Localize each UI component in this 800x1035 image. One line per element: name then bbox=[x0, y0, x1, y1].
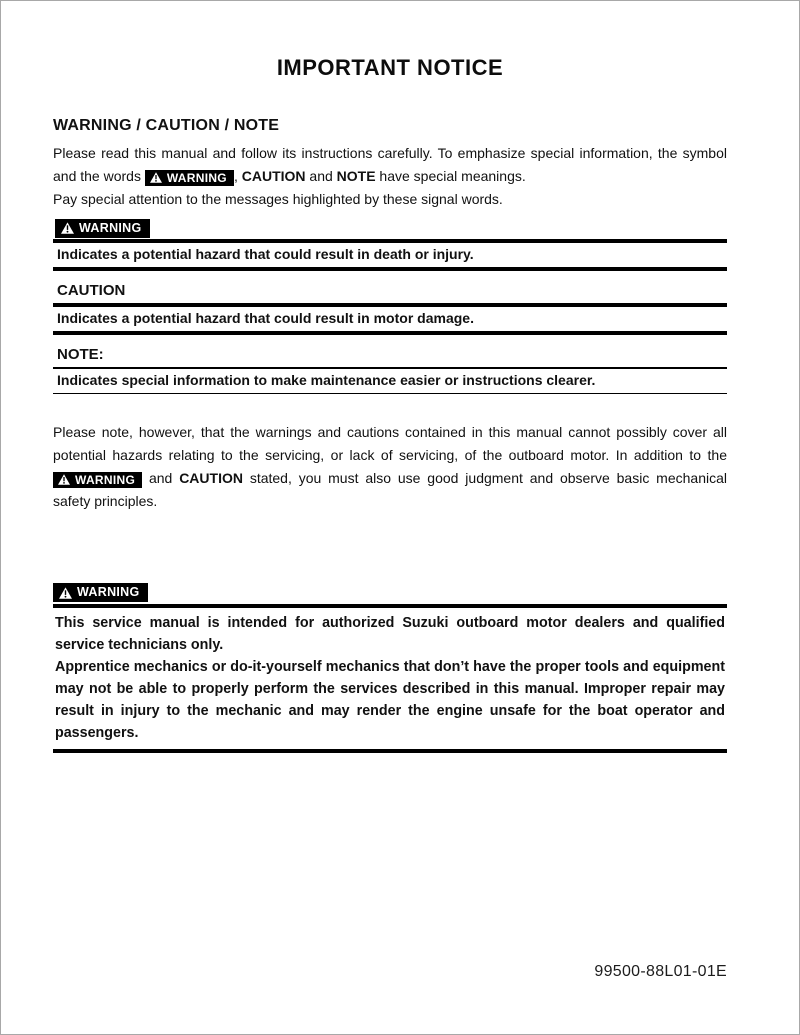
divider-rule-thin bbox=[53, 393, 727, 395]
dealer-warning-block bbox=[53, 583, 727, 752]
divider-rule-thick bbox=[53, 267, 727, 271]
warning-triangle-icon bbox=[61, 222, 74, 234]
caution-label-row bbox=[53, 279, 727, 303]
intro-paragraph bbox=[53, 142, 727, 188]
warning-badge-label: WARNING bbox=[79, 221, 142, 235]
caution-word: CAUTION bbox=[241, 168, 306, 184]
note-and: and bbox=[142, 470, 180, 487]
warning-badge-inline bbox=[145, 170, 234, 186]
warning-triangle-icon bbox=[58, 474, 70, 485]
intro-comma: , bbox=[233, 168, 242, 184]
warning-badge-inline bbox=[53, 472, 142, 488]
caution-label: CAUTION bbox=[57, 282, 126, 300]
note-word: NOTE bbox=[336, 168, 376, 184]
divider-rule-thick bbox=[53, 331, 727, 335]
intro-text-before-badge: Please read this manual and follow its instructions carefully. To emphasize special information, the symbol and the words bbox=[53, 145, 727, 184]
caution-definition: Indicates a potential hazard that could result in motor damage. bbox=[57, 310, 474, 327]
note-label-row bbox=[53, 343, 727, 367]
note-ending: stated, you must also use good judgment and observe basic mechanical safety principles. bbox=[53, 470, 727, 510]
warning-badge-label: WARNING bbox=[75, 472, 136, 487]
note-paragraph bbox=[53, 421, 727, 513]
intro-line2: Pay special attention to the messages highlighted by these signal words. bbox=[53, 191, 503, 207]
section-heading: WARNING / CAUTION / NOTE bbox=[53, 117, 280, 134]
warning-badge-label: WARNING bbox=[77, 585, 140, 600]
note-label: NOTE: bbox=[57, 346, 104, 364]
signal-box-note bbox=[53, 343, 727, 394]
note-definition: Indicates special information to make maintenance easier or instructions clearer. bbox=[57, 371, 596, 388]
intro-and: and bbox=[305, 168, 337, 184]
signal-box-caution bbox=[53, 279, 727, 335]
caution-word: CAUTION bbox=[179, 470, 243, 487]
note-text-before-badge: Please note, however, that the warnings and cautions contained in this manual cannot possibly cover all potential hazards relating to the servicing, or lack of servicing, of the outboard motor. In addition to the bbox=[53, 424, 727, 464]
signal-box-warning bbox=[53, 219, 727, 271]
warning-badge-label: WARNING bbox=[166, 170, 227, 185]
warning-triangle-icon bbox=[59, 587, 72, 599]
divider-rule-thick bbox=[53, 749, 727, 753]
page-content bbox=[1, 55, 799, 753]
dealer-warning-para1: This service manual is intended for authorized Suzuki outboard motor dealers and qualified service technicians only. bbox=[55, 614, 725, 653]
intro-ending: have special meanings. bbox=[375, 168, 526, 184]
warning-badge-row bbox=[53, 219, 727, 239]
warning-definition: Indicates a potential hazard that could result in death or injury. bbox=[57, 246, 474, 263]
warning-badge bbox=[53, 583, 148, 602]
part-number: 99500-88L01-01E bbox=[594, 963, 727, 980]
dealer-warning-para2: Apprentice mechanics or do-it-yourself mechanics that don’t have the proper tools and equipment may not be able to properly perform the services described in this manual. Improper repair may result in injury to the mechanic and may render the engine unsafe for the boat operator and passengers. bbox=[55, 658, 725, 741]
dealer-warning-text bbox=[53, 608, 727, 749]
page-title: IMPORTANT NOTICE bbox=[276, 55, 504, 80]
warning-badge bbox=[55, 219, 150, 238]
warning-badge-row bbox=[53, 583, 727, 603]
warning-triangle-icon bbox=[150, 172, 162, 183]
